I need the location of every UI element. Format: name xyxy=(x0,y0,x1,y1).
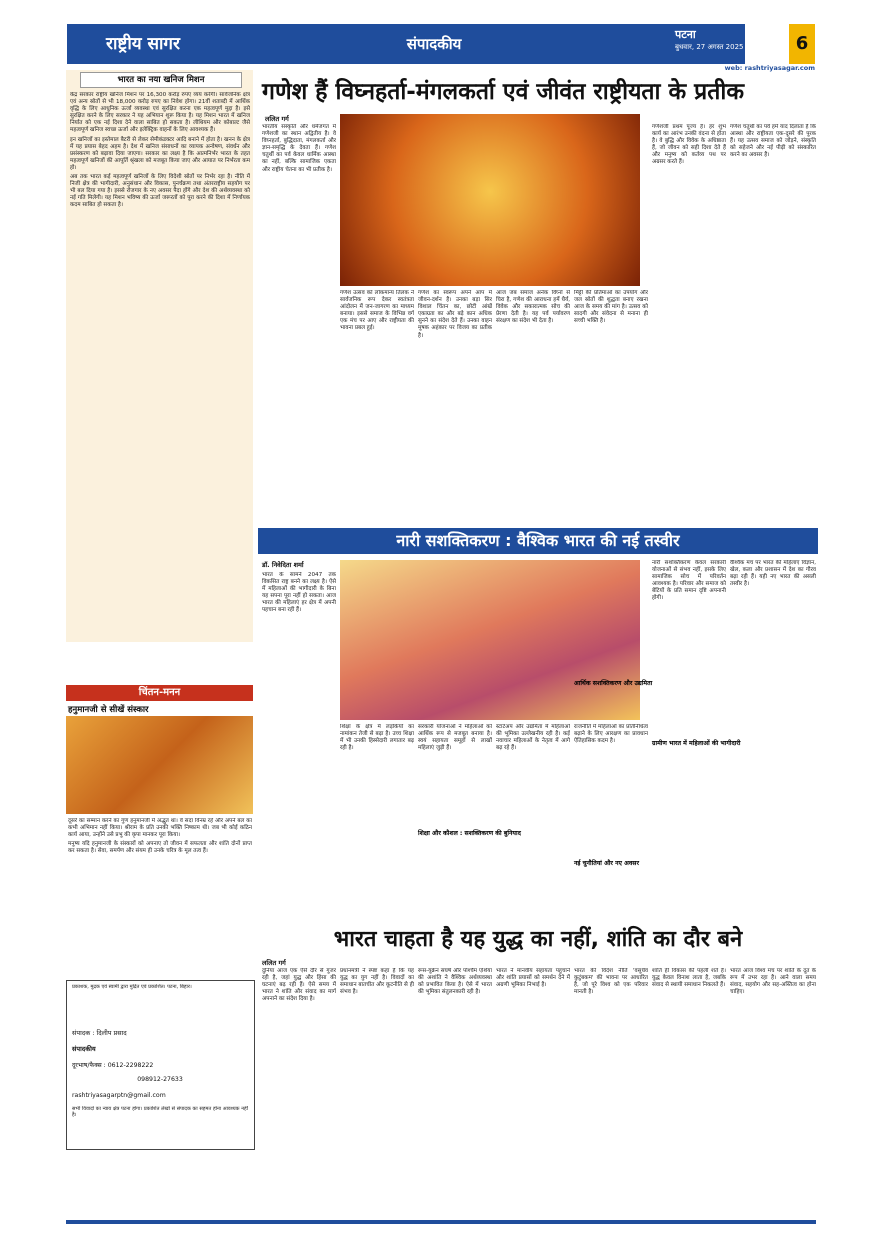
article2-column: राजनीति में महिलाओं का प्रतिनिधित्व बढ़ाने के लिए आरक्षण का प्रावधान ऐतिहासिक कदम है। xyxy=(574,724,648,745)
article3-column: भारत ने मानवीय सहायता पहुंचाने और शांति प्रयासों को समर्थन देने में अग्रणी भूमिका निभाई है। xyxy=(496,968,570,989)
article2-subhead: नई चुनौतियां और नए अवसर xyxy=(574,860,639,867)
chintan-title: हनुमानजी से सीखें संस्कार xyxy=(68,705,149,715)
article1-column: भारतीय संस्कृति और धर्मजगत में गणेशजी का स्थान अद्वितीय है। वे विघ्नहर्ता, बुद्धिदाता, मंगलकर्ता और ज्ञान-समृद्धि के देवता हैं। गणेश चतुर्थी का पर्व केवल धार्मिक आस्था का नहीं, बल्कि सामाजिक एकता और राष्ट्रीय चेतना का भी प्रतीक है। xyxy=(262,124,336,173)
article3-column: शांति ही विकास की पहली शर्त है। युद्ध केवल विनाश लाता है, जबकि संवाद से स्थायी समाधान निकलते हैं। xyxy=(652,968,726,989)
article2-column: भारत के सामने 2047 तक विकसित राष्ट्र बनने का लक्ष्य है। ऐसे में महिलाओं की भागीदारी के बिना यह सपना पूरा नहीं हो सकता। आज भारत की महिलाएं हर क्षेत्र में अपनी पहचान बना रही हैं। xyxy=(262,572,336,614)
website-label[interactable]: web: rashtriyasagar.com xyxy=(724,64,815,72)
women-crowd-image xyxy=(340,560,640,720)
article1-column: गणेश उत्सव को लोकमान्य तिलक ने सार्वजनिक रूप देकर स्वतंत्रता आंदोलन में जन-जागरण का माध्यम बनाया। इससे समाज के विभिन्न वर्ग एक मंच पर आए और राष्ट्रीयता की भावना प्रबल हुई। xyxy=(340,290,414,332)
article1-byline: ललित गर्ग xyxy=(265,115,289,123)
article3-column: रूस-यूक्रेन संघर्ष और पश्चिम एशिया की अशांति ने वैश्विक अर्थव्यवस्था को प्रभावित किया है। ऐसे में भारत की भूमिका संतुलनकारी रही है। xyxy=(418,968,492,996)
article2-column: नारी सशक्तिकरण केवल सरकारी योजनाओं से संभव नहीं, इसके लिए सामाजिक सोच में परिवर्तन आवश्यक है। परिवार और समाज को बेटियों के प्रति समान दृष्टि अपनानी होगी। xyxy=(652,560,726,602)
article1-column: गणेश चतुर्थी का पर्व हमें याद दिलाता है कि आस्था और राष्ट्रीयता एक-दूसरे की पूरक हैं। यह उत्सव समाज को जोड़ने, संस्कृति को सहेजने और नई पीढ़ी को संस्कारित करने का अवसर है। xyxy=(730,124,816,159)
article3-column: प्रधानमंत्री ने स्पष्ट कहा है कि यह युद्ध का युग नहीं है। विवादों का समाधान बातचीत और कूटनीति से ही संभव है। xyxy=(340,968,414,996)
date-label: बुधवार, 27 अगस्त 2025 xyxy=(675,43,744,51)
article3-byline: ललित गर्ग xyxy=(262,959,286,967)
article1-column: गणेश का स्वरूप अपने आप में जीवन-दर्शन है। उनका बड़ा सिर विशाल चिंतन का, छोटी आंखें एकाग्रता का और बड़े कान अधिक सुनने का संदेश देते हैं। उनका वाहन मूषक अहंकार पर विजय का प्रतीक है। xyxy=(418,290,492,339)
hanuman-image xyxy=(66,716,253,814)
article3-column: दुनिया आज एक ऐसे दौर से गुजर रही है, जहां युद्ध और हिंसा की घटनाएं बढ़ रही हैं। ऐसे समय में भारत ने शांति और संवाद का मार्ग अपनाने का संदेश दिया है। xyxy=(262,968,336,1003)
article2-column: सरकारी योजनाओं ने महिलाओं को आर्थिक रूप से मजबूत बनाया है। स्वयं सहायता समूहों से लाखों महिलाएं जुड़ी हैं। xyxy=(418,724,492,752)
left-article-title: भारत का नया खनिज मिशन xyxy=(80,72,242,88)
mobile-label: 098912-27633 xyxy=(137,1076,183,1083)
bottom-rule xyxy=(66,1220,816,1224)
article2-subhead: ग्रामीण भारत में महिलाओं की भागीदारी xyxy=(652,740,741,747)
article1-column: मिट्टी की प्रतिमाओं का उपयोग और जल स्रोतों की शुद्धता बनाए रखना आज के समय की मांग है। उत्सव को सादगी और संवेदना से मनाना ही सच्ची भक्ति है। xyxy=(574,290,648,325)
article2-subhead: आर्थिक सशक्तिकरण और उद्यमिता xyxy=(574,680,653,687)
chintan-paragraph: दूसरे का सम्मान करने का गुण हनुमानजी में अद्भुत था। वे सदा विनम्र रहे और अपने बल का कभी अभिमान नहीं किया। श्रीराम के प्रति उनकी भक्ति निष्काम थी। जब भी कोई कठिन कार्य आया, उन्होंने उसे प्रभु की कृपा मानकर पूरा किया। xyxy=(68,818,252,839)
left-paragraph: अब तक भारत कई महत्वपूर्ण खनिजों के लिए विदेशी स्रोतों पर निर्भर रहा है। नीति में निजी क्षेत्र की भागीदारी, अनुसंधान और विकास, पुनर्चक्रण तथा अंतरराष्ट्रीय सहयोग पर भी बल दिया गया है। इससे रोजगार के नए अवसर पैदा होंगे और देश की अर्थव्यवस्था को नई गति मिलेगी। यह मिशन भविष्य की ऊर्जा जरूरतों को पूरा करने की दिशा में निर्णायक कदम साबित हो सकता है। xyxy=(70,174,250,209)
section-title: संपादकीय xyxy=(406,35,462,53)
email-link[interactable]: rashtriyasagarptn@gmail.com xyxy=(72,1092,166,1099)
ganesh-image xyxy=(340,114,640,286)
article2-headline: नारी सशक्तिकरण : वैश्विक भारत की नई तस्वीर xyxy=(396,531,680,550)
chintan-band: चिंतन-मनन xyxy=(66,685,253,701)
article2-column: वैश्विक मंच पर भारत की महिलाएं विज्ञान, खेल, कला और प्रशासन में देश का गौरव बढ़ा रही हैं। यही नए भारत की असली तस्वीर है। xyxy=(730,560,816,588)
paper-name: राष्ट्रीय सागर xyxy=(67,24,219,64)
chintan-paragraph: मनुष्य यदि हनुमानजी के संस्कारों को अपनाए तो जीवन में सफलता और शांति दोनों प्राप्त कर सकता है। सेवा, समर्पण और संयम ही उनके चरित्र के मूल तत्व हैं। xyxy=(68,841,252,855)
page-number: 6 xyxy=(789,24,815,64)
left-article-body xyxy=(70,92,250,640)
chintan-body xyxy=(68,818,252,948)
city-label: पटना xyxy=(675,28,696,41)
sampadakiya-label: संपादकीय xyxy=(72,1045,96,1053)
article3-column: भारत की विदेश नीति 'वसुधैव कुटुंबकम' की भावना पर आधारित है, जो पूरे विश्व को एक परिवार मानती है। xyxy=(574,968,648,996)
left-paragraph: इन खनिजों का इस्तेमाल बैटरी से लेकर सेमीकंडक्टर आदि बनाने में होता है। खनन के क्षेत्र में यह प्रयास बेहद अहम है। देश में खनिज संसाधनों का व्यापक अन्वेषण, संवर्धन और प्रसंस्करण को बढ़ावा दिया जाएगा। सरकार का लक्ष्य है कि आत्मनिर्भर भारत के तहत महत्वपूर्ण खनिजों की आपूर्ति श्रृंखला को मजबूत किया जाए और आयात पर निर्भरता कम हो। xyxy=(70,136,250,171)
article2-subhead: शिक्षा और कौशल : सशक्तिकरण की बुनियाद xyxy=(418,830,521,837)
editor-label: संपादक : दिलीप प्रसाद xyxy=(72,1029,127,1037)
phone-label: दूरभाष/फैक्स : 0612-2298222 xyxy=(72,1062,154,1069)
left-paragraph: केंद्र सरकार राष्ट्रीय खनिज मिशन पर 16,300 करोड़ रुपए व्यय करेगी। सार्वजनिक क्षेत्र एवं अन्य स्रोतों से भी 18,000 करोड़ रुपए का निवेश होगा। 21वीं शताब्दी में आर्थिक वृद्धि के लिए आधुनिक ऊर्जा व्यवस्था एवं सुरक्षित करना एक महत्वपूर्ण मुद्दा है। इसे सुरक्षित करने के लिए सरकार ने यह अभियान शुरू किया है। यह मिशन भारत में खनिज निर्यात को एक नई दिशा देने वाला साबित हो सकता है। लीथियम और कोबाल्ट जैसे महत्वपूर्ण खनिज स्वच्छ ऊर्जा और इलेक्ट्रिक वाहनों के लिए आवश्यक हैं। xyxy=(70,92,250,134)
article2-column: शिक्षा के क्षेत्र में लड़कियों का नामांकन तेजी से बढ़ा है। उच्च शिक्षा में भी उनकी हिस्सेदारी लगातार बढ़ रही है। xyxy=(340,724,414,752)
article2-column: स्टार्टअप और उद्यमिता में महिलाओं की भूमिका उल्लेखनीय रही है। कई नवाचार महिलाओं के नेतृत्व में आगे बढ़ रहे हैं। xyxy=(496,724,570,752)
article2-byline: डॉ. निवेदिता शर्मा xyxy=(262,561,304,569)
article3-column: भारत आज विश्व मंच पर शांति के दूत के रूप में उभर रहा है। आने वाला समय संवाद, सहयोग और सह-अस्तित्व का होना चाहिए। xyxy=(730,968,816,996)
article1-column: आज जब समाज अनेक विघ्नों से घिरा है, गणेश की आराधना हमें धैर्य, विवेक और सकारात्मक सोच की प्रेरणा देती है। यह पर्व पर्यावरण संरक्षण का संदेश भी देता है। xyxy=(496,290,570,325)
imprint-notes: सभी विवादों का न्याय क्षेत्र पटना होगा। प्रकाशित लेखों से संपादक का सहमत होना आवश्यक नहीं है। xyxy=(72,1106,248,1119)
article1-headline: गणेश हैं विघ्नहर्ता-मंगलकर्ता एवं जीवंत राष्ट्रीयता के प्रतीक xyxy=(262,79,744,105)
article3-headline: भारत चाहता है यह युद्ध का नहीं, शांति का दौर बने xyxy=(333,927,743,952)
article1-column: गणेशजी प्रथम पूज्य हैं। हर शुभ कार्य का आरंभ उनकी वंदना से होता है। वे बुद्धि और विवेक के अधिष्ठाता हैं, जो जीवन को सही दिशा देते हैं और मनुष्य को कर्तव्य पथ पर अग्रसर करते हैं। xyxy=(652,124,726,166)
imprint-text: प्रकाशक, मुद्रक एवं स्वामी द्वारा मुद्रित एवं प्रकाशित। पटना, बिहार। xyxy=(72,984,192,990)
